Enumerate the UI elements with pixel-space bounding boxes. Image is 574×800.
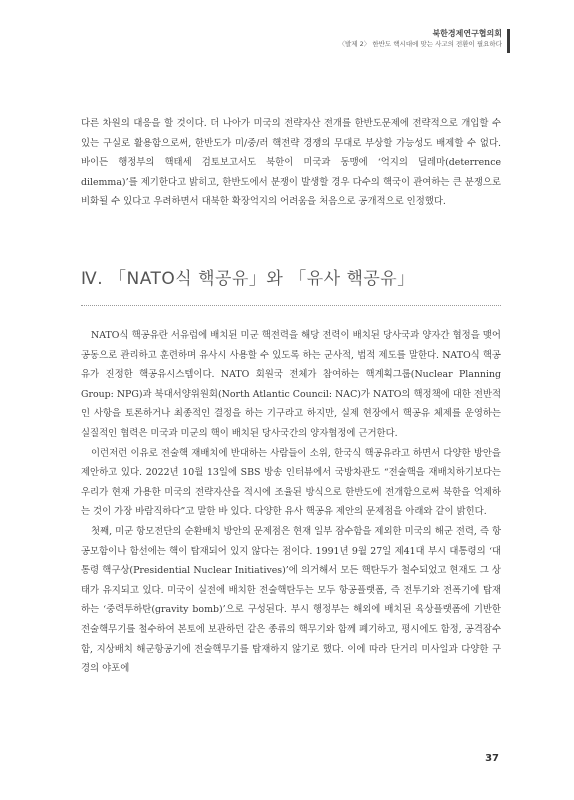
- paragraph-1: NATO식 핵공유란 서유럽에 배치된 미군 핵전력을 해당 전력이 배치된 당사국과 양자간 협정을 맺어 공동으로 관리하고 훈련하며 유사시 사용할 수 있도록 하는 군사적, 법적 제도를 말한다. NATO식 핵공유가 진정한 핵공유시스템이다. NATO 회원국 전체가 참여하는 핵계획그룹(Nuclear Planning Group: NPG)과 북대서양위원회(North Atlantic Council: NAC)가 NATO의 핵정책에 대한 전반적인 사항을 토론하거나 최종적인 결정을 하는 기구라고 하지만, 실제 현장에서 핵공유 체제를 운영하는 실질적인 협력은 미국과 미군의 핵이 배치된 당사국간의 양자협정에 근거한다.: [81, 330, 501, 439]
- running-header: [339, 28, 502, 50]
- header-org: 북한경제연구협의회: [432, 29, 502, 38]
- header-bar: [507, 29, 510, 53]
- section-heading: Ⅳ. 「NATO식 핵공유」와 「유사 핵공유」: [81, 269, 415, 289]
- intro-text: [81, 114, 501, 212]
- header-subtitle: 〈발제 2〉 한반도 핵시대에 맞는 사고의 전환이 필요하다: [338, 40, 502, 48]
- intro-paragraph: 다른 차원의 대응을 할 것이다. 더 나아가 미국의 전략자산 전개를 한반도문제에 전략적으로 개입할 수 있는 구실로 활용함으로써, 한반도가 미/중/러 핵전략 경쟁의 무대로 부상할 가능성도 배제할 수 없다. 바이든 행정부의 핵태세 검토보고서도 북한이 미국과 동맹에 ‘억지의 딜레마(deterrence dilemma)’를 제기한다고 밝히고, 한반도에서 분쟁이 발생할 경우 다수의 핵국이 관여하는 큰 분쟁으로 비화될 수 있다고 우려하면서 대북한 확장억지의 어려움을 처음으로 공개적으로 인정했다.: [81, 118, 501, 208]
- paragraph-2: 이런저런 이유로 전술핵 재배치에 반대하는 사람들이 소위, 한국식 핵공유라고 하면서 다양한 방안을 제안하고 있다. 2022년 10월 13일에 SBS 방송 인터뷰에서 국방차관도 “전술핵을 재배치하기보다는 우리가 현재 가용한 미국의 전략자산을 적시에 조율된 방식으로 한반도에 전개함으로써 북한을 억제하는 것이 가장 바람직하다”고 말한 바 있다. 다양한 유사 핵공유 제안의 문제점을 아래와 같이 밝힌다.: [81, 447, 501, 518]
- page-number: 37: [485, 753, 499, 764]
- paragraph-3: 첫째, 미군 항모전단의 순환배치 방안의 문제점은 현재 일부 잠수함을 제외한 미국의 해군 전력, 즉 항공모함이나 함선에는 핵이 탑재되어 있지 않다는 점이다. 1991년 9월 27일 제41대 부시 대통령의 ‘대통령 핵구상(Presidential Nuclear Initiatives)’에 의거해서 모든 핵탄두가 철수되었고 현재도 그 상태가 유지되고 있다. 미국이 실전에 배치한 전술핵탄두는 모두 항공플랫폼, 즉 전투기와 전폭기에 탑재하는 ‘중력투하탄(gravity bomb)’으로 구성된다. 부시 행정부는 해외에 배치된 육상플랫폼에 기반한 전술핵무기를 철수하여 본토에 보관하던 같은 종류의 핵무기와 함께 폐기하고, 평시에도 함정, 공격잠수함, 지상배치 해군항공기에 전술핵무기를 탑재하지 않기로 했다. 이에 따라 단거리 미사일과 다양한 구경의 야포에: [81, 525, 501, 675]
- section-body: [81, 326, 501, 679]
- heading-divider: [81, 305, 501, 306]
